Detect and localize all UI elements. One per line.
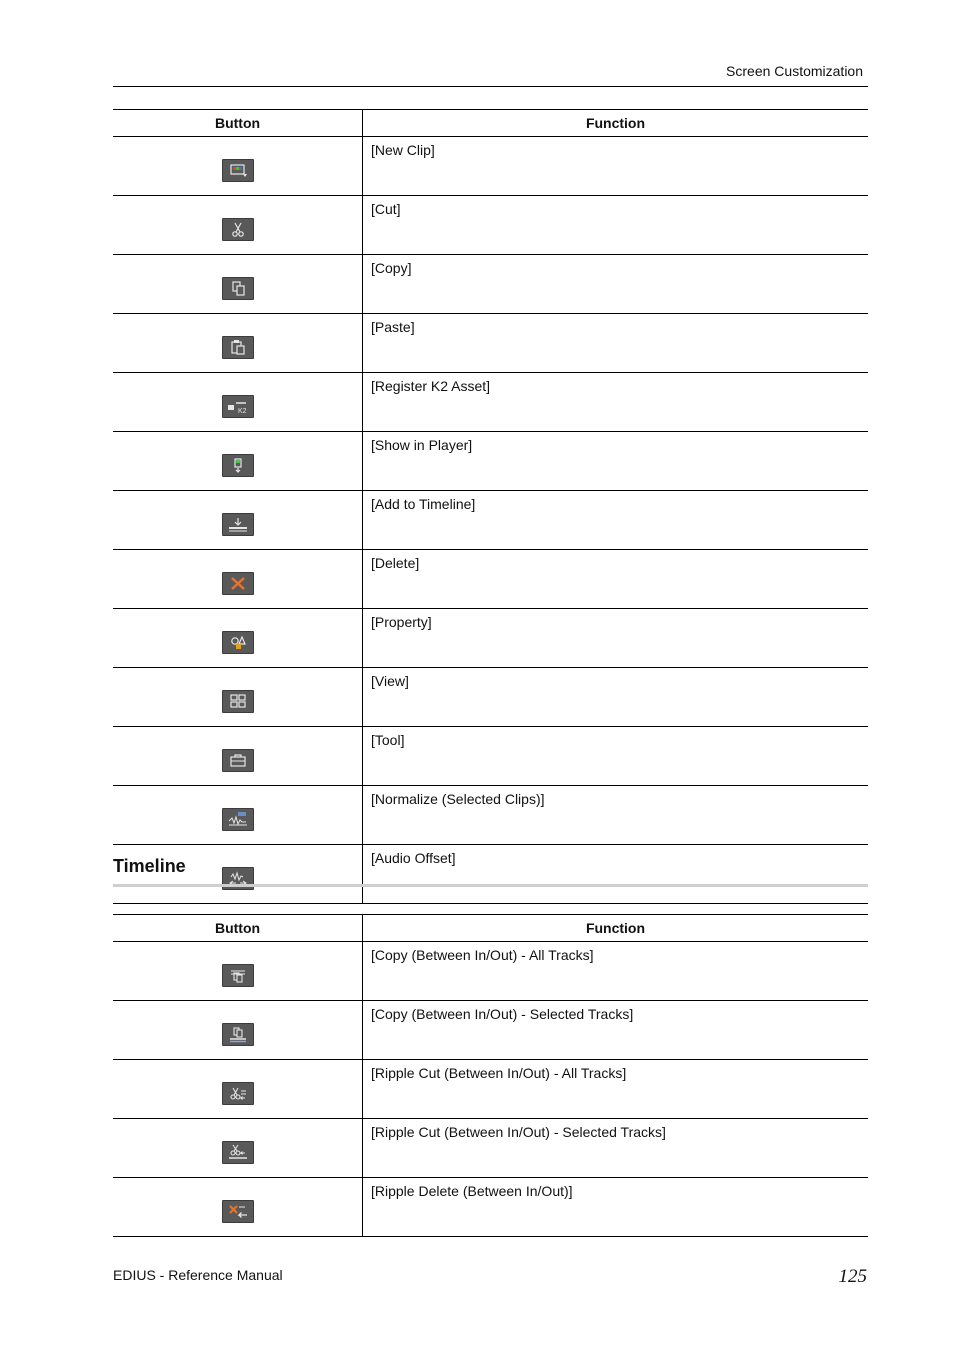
add-to-timeline-icon[interactable] (222, 513, 254, 536)
function-cell: [Copy (Between In/Out) - All Tracks] (363, 942, 869, 1001)
property-icon[interactable] (222, 631, 254, 654)
register-k2-asset-icon[interactable] (222, 395, 254, 418)
table-row (113, 255, 868, 314)
button-cell (113, 314, 363, 373)
button-cell (113, 786, 363, 845)
show-in-player-icon[interactable] (222, 454, 254, 477)
section-rule (113, 884, 868, 887)
table-row (113, 942, 868, 1001)
button-cell (113, 196, 363, 255)
section-title-timeline: Timeline (113, 856, 186, 876)
button-cell (113, 550, 363, 609)
function-cell: [Copy] (363, 255, 869, 314)
ripple-delete-icon[interactable] (222, 1200, 254, 1223)
button-cell (113, 137, 363, 196)
button-cell (113, 255, 363, 314)
table-row (113, 1119, 868, 1178)
function-cell: [Paste] (363, 314, 869, 373)
button-cell (113, 491, 363, 550)
delete-icon[interactable] (222, 572, 254, 595)
button-cell (113, 727, 363, 786)
table-row (113, 845, 868, 904)
table-row (113, 373, 868, 432)
function-cell: [Copy (Between In/Out) - Selected Tracks] (363, 1001, 869, 1060)
column-header-function: Function (363, 915, 869, 942)
running-header: Screen Customization (726, 63, 863, 79)
function-cell: [Ripple Cut (Between In/Out) - Selected Tracks] (363, 1119, 869, 1178)
table-row (113, 491, 868, 550)
bin-buttons-table (113, 109, 868, 904)
button-cell (113, 1119, 363, 1178)
table-row (113, 314, 868, 373)
button-cell (113, 1178, 363, 1237)
table-row (113, 1060, 868, 1119)
column-header-function: Function (363, 110, 869, 137)
table-row (113, 196, 868, 255)
cut-icon[interactable] (222, 218, 254, 241)
function-cell: [Property] (363, 609, 869, 668)
function-cell: [Ripple Cut (Between In/Out) - All Tracks] (363, 1060, 869, 1119)
table-row (113, 786, 868, 845)
function-cell: [New Clip] (363, 137, 869, 196)
button-cell (113, 1001, 363, 1060)
footer-manual-title: EDIUS - Reference Manual (113, 1267, 283, 1283)
table-row (113, 432, 868, 491)
new-clip-icon[interactable] (222, 159, 254, 182)
function-cell: [Register K2 Asset] (363, 373, 869, 432)
column-header-button: Button (113, 110, 363, 137)
table-header-row (113, 110, 868, 137)
table-row (113, 727, 868, 786)
copy-icon[interactable] (222, 277, 254, 300)
table-row (113, 609, 868, 668)
function-cell: [Cut] (363, 196, 869, 255)
table-header-row (113, 915, 868, 942)
copy-all-tracks-icon[interactable] (222, 964, 254, 987)
table-row (113, 1178, 868, 1237)
button-cell (113, 373, 363, 432)
table-row (113, 668, 868, 727)
button-cell (113, 609, 363, 668)
table-row (113, 1001, 868, 1060)
svg-text:K2: K2 (237, 407, 247, 415)
ripple-cut-selected-tracks-icon[interactable] (222, 1141, 254, 1164)
copy-selected-tracks-icon[interactable] (222, 1023, 254, 1046)
tool-icon[interactable] (222, 749, 254, 772)
function-cell: [View] (363, 668, 869, 727)
page-number: 125 (838, 1266, 867, 1287)
function-cell: [Normalize (Selected Clips)] (363, 786, 869, 845)
paste-icon[interactable] (222, 336, 254, 359)
timeline-buttons-table (113, 914, 868, 1237)
ripple-cut-all-tracks-icon[interactable] (222, 1082, 254, 1105)
normalize-icon[interactable] (222, 808, 254, 831)
column-header-button: Button (113, 915, 363, 942)
function-cell: [Tool] (363, 727, 869, 786)
function-cell: [Ripple Delete (Between In/Out)] (363, 1178, 869, 1237)
button-cell (113, 1060, 363, 1119)
view-icon[interactable] (222, 690, 254, 713)
button-cell (113, 942, 363, 1001)
function-cell: [Add to Timeline] (363, 491, 869, 550)
table-row (113, 550, 868, 609)
table-row (113, 137, 868, 196)
function-cell: [Delete] (363, 550, 869, 609)
button-cell (113, 668, 363, 727)
function-cell: [Audio Offset] (363, 845, 869, 904)
button-cell (113, 432, 363, 491)
header-rule (113, 86, 868, 87)
function-cell: [Show in Player] (363, 432, 869, 491)
